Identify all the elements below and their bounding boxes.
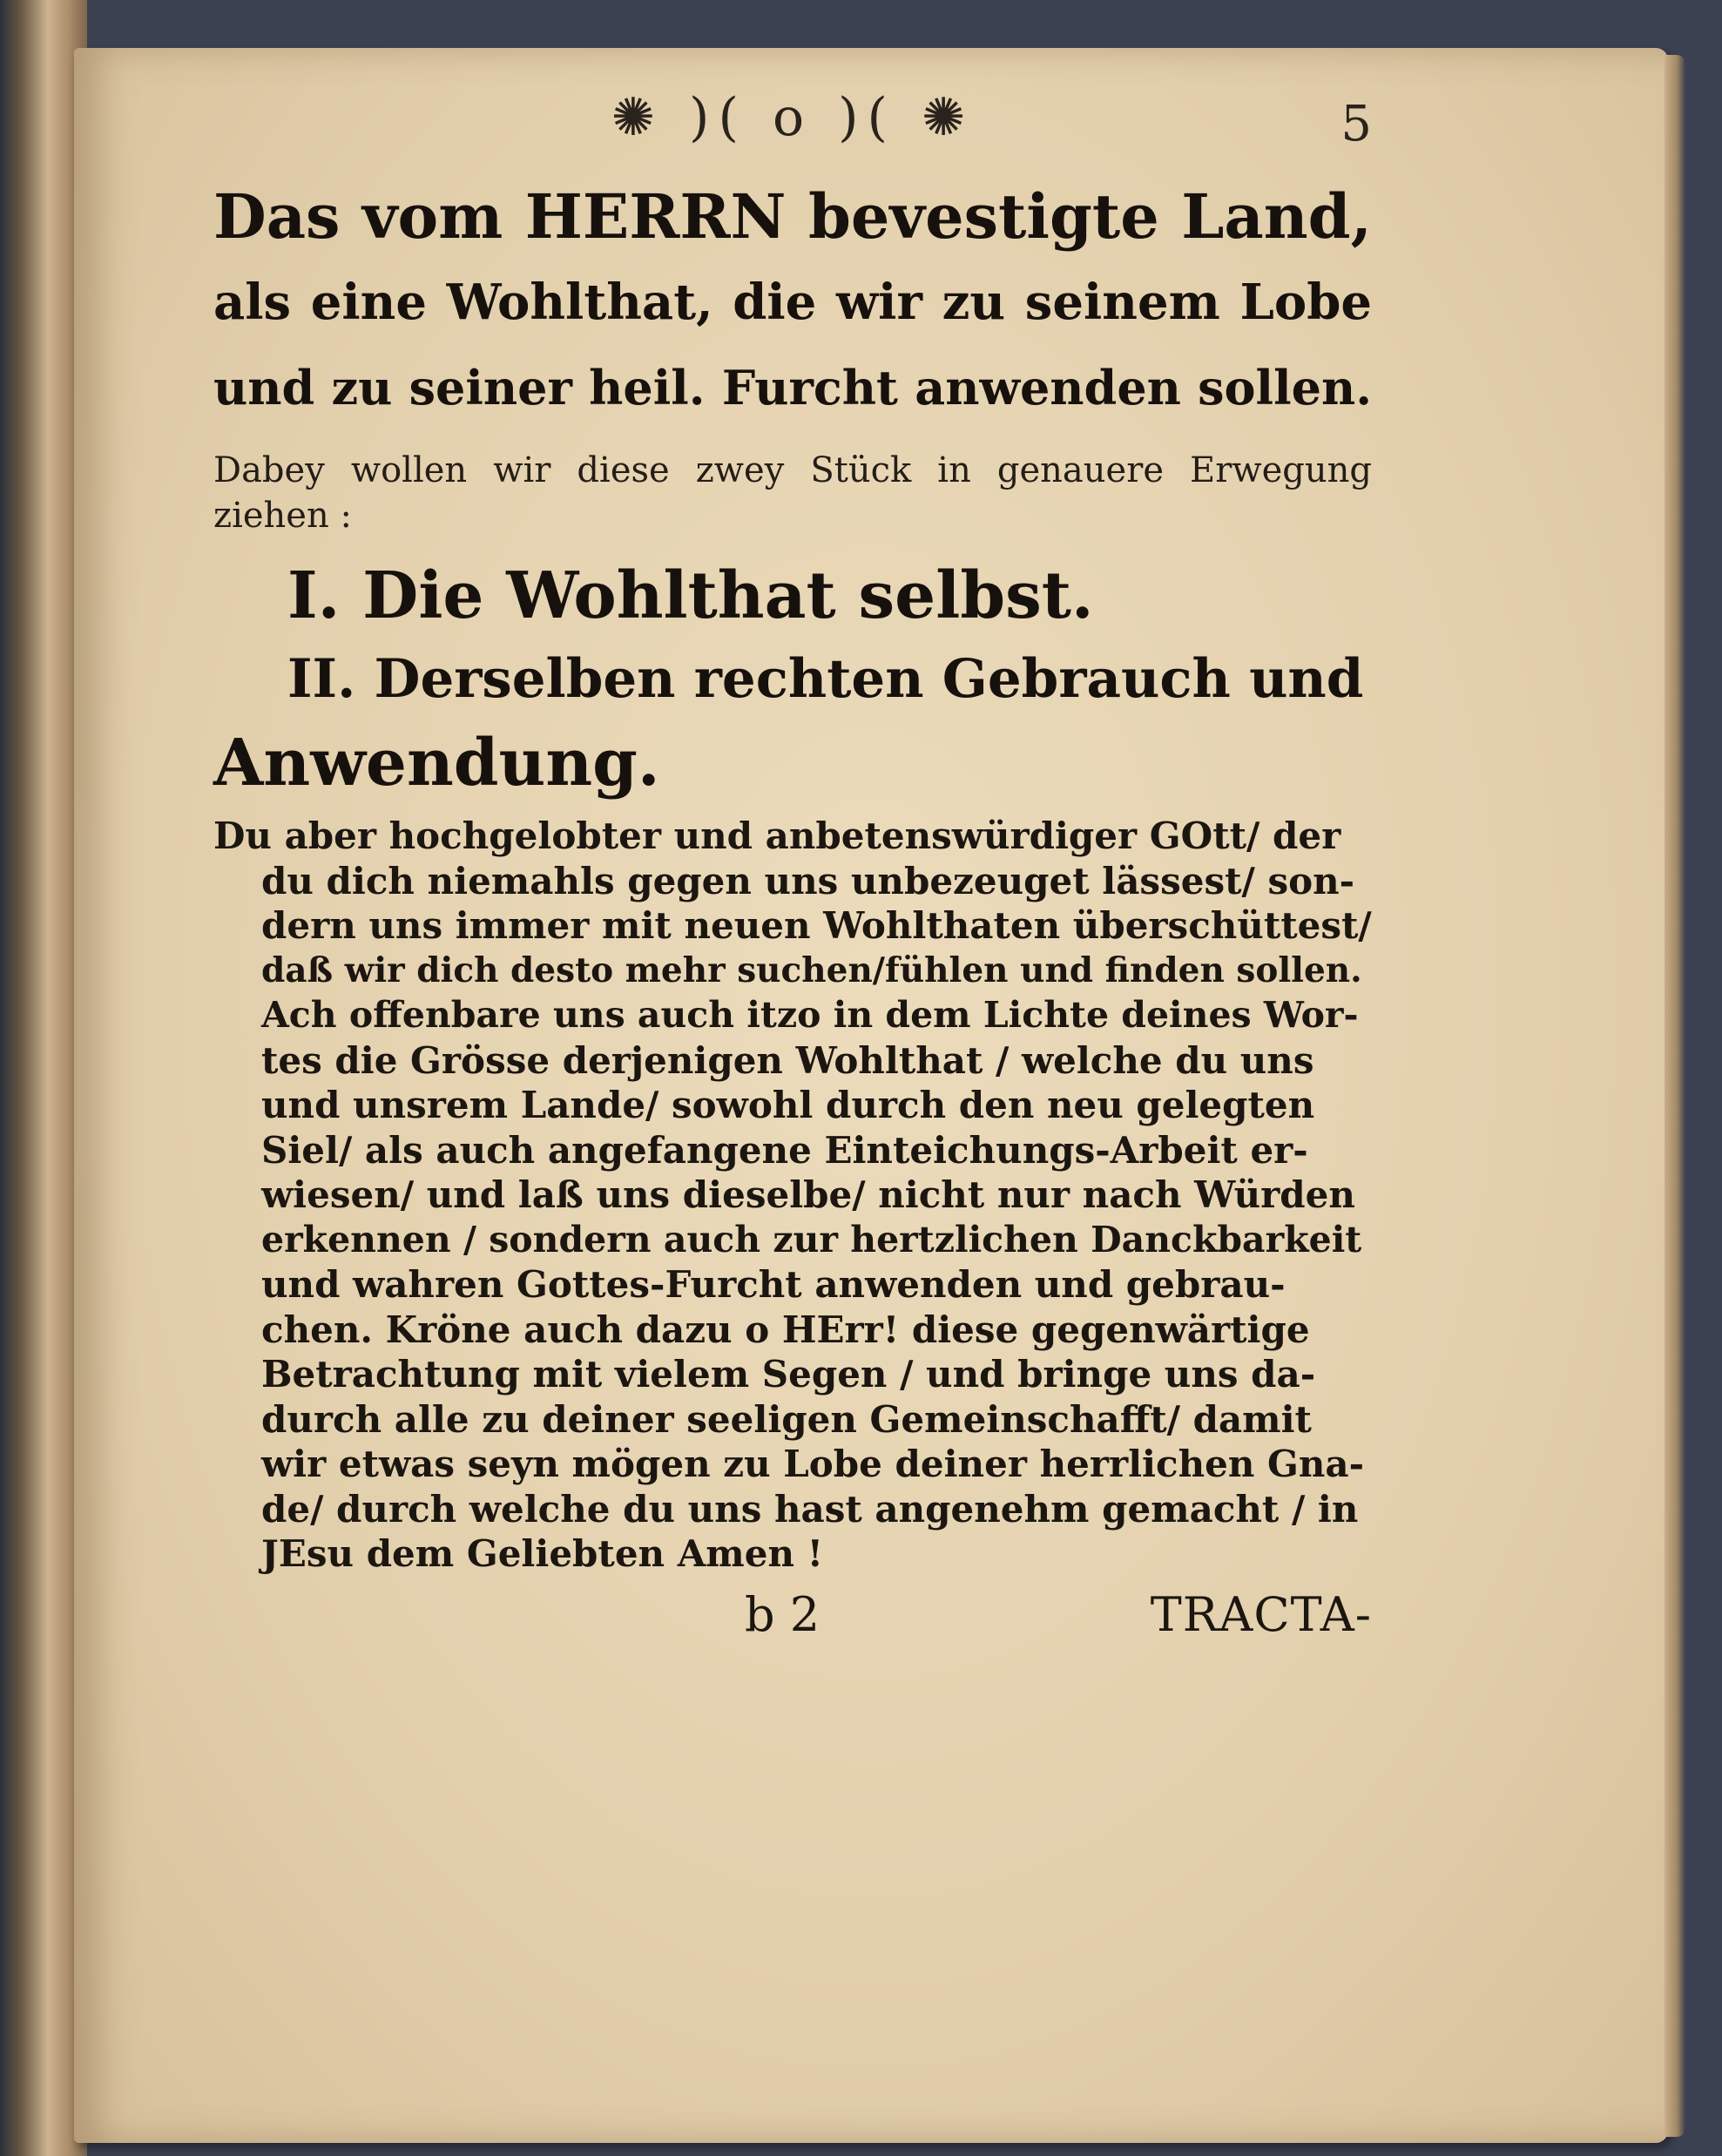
prayer-line: wir etwas seyn mögen zu Lobe deiner herrlichen Gna- — [261, 1443, 1365, 1485]
page-edge — [1665, 55, 1685, 2137]
page-number: 5 — [1340, 96, 1372, 152]
intro-paragraph: Dabey wollen wir diese zwey Stück in genauere Erwegung ziehen : — [213, 450, 1372, 536]
prayer-line: durch alle zu deiner seeligen Gemeinschafft/ damit — [261, 1397, 1312, 1441]
prayer-line: Betrachtung mit vielem Segen / und bringe uns da- — [261, 1353, 1316, 1396]
section-heading-2-continued: Anwendung. — [213, 726, 660, 801]
title-line-1: Das vom HERRN bevestigte Land, — [213, 180, 1372, 253]
prayer-line: du dich niemahls gegen uns unbezeuget lässest/ son- — [261, 859, 1355, 902]
prayer-paragraph — [213, 814, 1372, 1577]
prayer-line: chen. Kröne auch dazu o HErr! diese gegenwärtige — [261, 1308, 1310, 1351]
header-ornament: ✺ )( o )( ✺ — [611, 87, 975, 148]
prayer-line: tes die Grösse derjenigen Wohlthat / welche du uns — [261, 1038, 1314, 1082]
section-heading-1: I. Die Wohlthat selbst. — [287, 558, 1094, 633]
catchword: TRACTA- — [1150, 1586, 1372, 1642]
signature-mark: b 2 — [745, 1586, 820, 1642]
prayer-line: Siel/ als auch angefangene Einteichungs-Arbeit er- — [261, 1128, 1308, 1172]
prayer-line: de/ durch welche du uns hast angenehm gemacht / in — [261, 1487, 1359, 1531]
section-heading-2: II. Derselben rechten Gebrauch und — [287, 648, 1364, 710]
prayer-line: dern uns immer mit neuen Wohlthaten überschüttest/ — [261, 904, 1372, 947]
prayer-line: Du aber hochgelobter und anbetenswürdiger GOtt/ der — [213, 814, 1341, 857]
prayer-line: und unsrem Lande/ sowohl durch den neu gelegten — [261, 1084, 1315, 1126]
title-line-3: und zu seiner heil. Furcht anwenden sollen. — [213, 360, 1372, 416]
prayer-line: Ach offenbare uns auch itzo in dem Lichte deines Wor- — [261, 994, 1359, 1036]
page-footer — [213, 1587, 1372, 1657]
prayer-line: erkennen / sondern auch zur hertzlichen Danckbarkeit — [261, 1218, 1362, 1260]
prayer-line: und wahren Gottes-Furcht anwenden und gebrau- — [261, 1263, 1286, 1306]
prayer-line: wiesen/ und laß uns dieselbe/ nicht nur nach Würden — [261, 1173, 1355, 1216]
prayer-line: JEsu dem Geliebten Amen ! — [261, 1532, 824, 1575]
running-header — [213, 87, 1372, 174]
page-text-block — [213, 87, 1372, 1657]
prayer-line: daß wir dich desto mehr suchen/fühlen und finden sollen. — [261, 950, 1362, 990]
title-line-2: als eine Wohlthat, die wir zu seinem Lobe — [213, 274, 1372, 331]
